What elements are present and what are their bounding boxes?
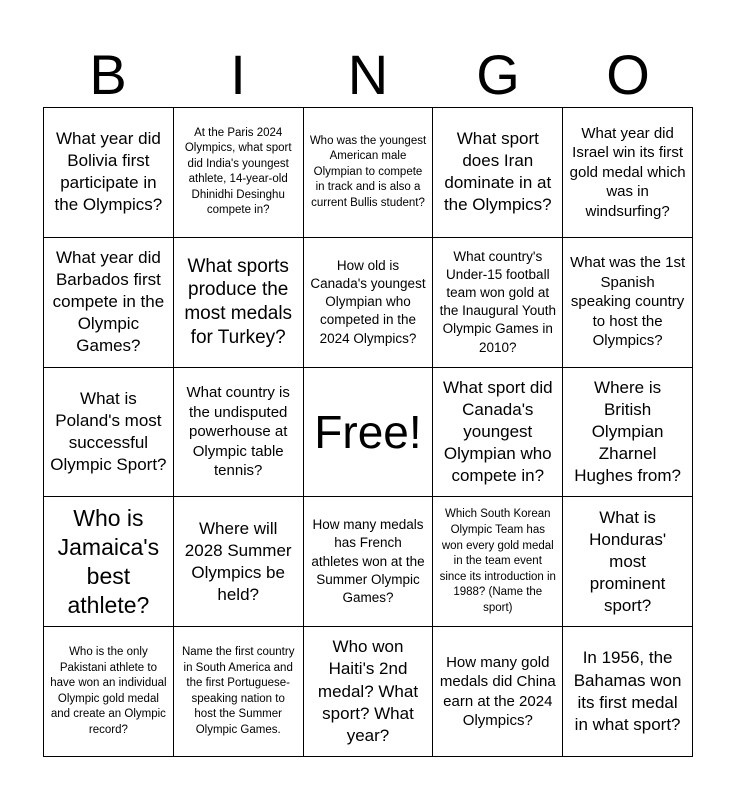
cell-text: Where will 2028 Summer Olympics be held? — [184, 518, 292, 604]
bingo-cell-r2c5 — [563, 238, 693, 368]
cell-text: What sport did Canada's youngest Olympian who compete in? — [442, 377, 553, 486]
cell-text: Where is British Olympian Zharnel Hughes from? — [574, 377, 681, 486]
bingo-cell-r3c1 — [44, 368, 174, 498]
header-letter-g: G — [476, 43, 520, 106]
bingo-cell-r2c1 — [44, 238, 174, 368]
header-letter-n: N — [347, 43, 389, 106]
bingo-cell-r1c1 — [44, 108, 174, 238]
bingo-cell-r1c3 — [304, 108, 434, 238]
bingo-cell-r1c2 — [174, 108, 304, 238]
cell-text: Which South Korean Olympic Team has won every gold medal in the team event since its introduction in 1988? (Name the sport) — [439, 508, 556, 614]
bingo-cell-r5c2 — [174, 627, 304, 757]
cell-text: What is Honduras' most prominent sport? — [589, 507, 667, 615]
bingo-board — [43, 107, 693, 757]
bingo-cell-r5c3 — [304, 627, 434, 757]
cell-text: What year did Israel win its first gold medal which was in windsurfing? — [569, 124, 686, 220]
bingo-header — [43, 42, 693, 108]
bingo-cell-r1c4 — [433, 108, 563, 238]
cell-text: What country is the undisputed powerhouse at Olympic table tennis? — [186, 384, 290, 480]
header-letter-b: B — [89, 43, 127, 106]
bingo-cell-r3c5 — [563, 368, 693, 498]
bingo-cell-r1c5 — [563, 108, 693, 238]
cell-text: Name the first country in South America and the first Portuguese-speaking nation to host the Summer Olympic Games. — [181, 646, 295, 736]
bingo-cell-r2c3 — [304, 238, 434, 368]
cell-text: How many gold medals did China earn at the 2024 Olympics? — [439, 653, 556, 730]
header-letter-i: I — [230, 43, 246, 106]
cell-text: Who won Haiti's 2nd medal? What sport? What year? — [317, 637, 419, 745]
cell-text: How old is Canada's youngest Olympian who competed in the 2024 Olympics? — [310, 257, 426, 346]
bingo-cell-r5c1 — [44, 627, 174, 757]
cell-text: At the Paris 2024 Olympics, what sport did India's youngest athlete, 14-year-old Dhinidhi Desinghu compete in? — [184, 126, 292, 217]
cell-text: In 1956, the Bahamas won its first medal in what sport? — [573, 648, 682, 734]
cell-text: What year did Barbados first compete in the Olympic Games? — [52, 247, 165, 356]
cell-text: What sport does Iran dominate in at the Olympics? — [443, 129, 552, 215]
cell-text: Who is Jamaica's best athlete? — [57, 505, 160, 618]
cell-text: How many medals has French athletes won at the Summer Olympic Games? — [311, 517, 425, 606]
bingo-cell-r4c3 — [304, 497, 434, 627]
bingo-cell-r3c2 — [174, 368, 304, 498]
free-space-label: Free! — [314, 405, 422, 458]
bingo-cell-r3c4 — [433, 368, 563, 498]
bingo-cell-r2c2 — [174, 238, 304, 368]
cell-text: What year did Bolivia first participate in the Olympics? — [54, 129, 163, 215]
bingo-cell-free — [304, 368, 434, 498]
bingo-cell-r4c2 — [174, 497, 304, 627]
cell-text: What sports produce the most medals for Turkey? — [184, 255, 293, 348]
bingo-cell-r5c5 — [563, 627, 693, 757]
cell-text: What country's Under-15 football team won gold at the Inaugural Youth Olympic Games in 2010? — [439, 248, 556, 355]
cell-text: What is Poland's most successful Olympic Sport? — [50, 388, 167, 475]
cell-text: Who was the youngest American male Olympian to compete in track and is also a current Bullis student? — [309, 134, 427, 209]
bingo-cell-r4c5 — [563, 497, 693, 627]
header-letter-o: O — [606, 43, 650, 106]
bingo-cell-r4c1 — [44, 497, 174, 627]
cell-text: Who is the only Pakistani athlete to have won an individual Olympic gold medal and create an Olympic record? — [50, 646, 167, 736]
cell-text: What was the 1st Spanish speaking country to host the Olympics? — [570, 254, 686, 350]
bingo-cell-r2c4 — [433, 238, 563, 368]
bingo-cell-r4c4 — [433, 497, 563, 627]
bingo-cell-r5c4 — [433, 627, 563, 757]
